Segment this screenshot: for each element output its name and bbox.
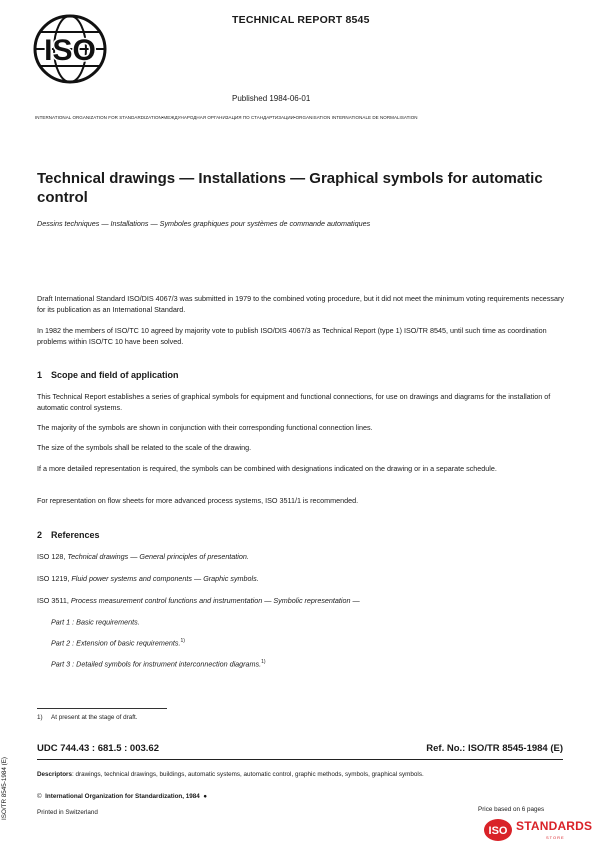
udc-code: UDC 744.43 : 681.5 : 003.62 <box>37 743 159 754</box>
organization-line: INTERNATIONAL ORGANIZATION FOR STANDARDIZATION•МЕЖДУНАРОДНАЯ ОРГАНИЗАЦИЯ ПО СТАНДАРТИЗАЦИИ•ORGANISATION INTERNATIONALE DE NORMALISATION <box>35 115 418 120</box>
descriptors-text: : drawings, technical drawings, buildings, automatic systems, automatic control, graphic methods, symbols, graphical symbols. <box>72 771 424 778</box>
footer-divider <box>37 759 563 760</box>
side-document-code: ISO/TR 8545-1984 (E) <box>1 757 8 820</box>
iso-logo <box>33 14 107 84</box>
part-footnote-ref: 1) <box>180 638 185 644</box>
reference-part <box>51 617 140 626</box>
reference-code: ISO 1219, <box>37 574 70 583</box>
page-title: Technical drawings — Installations — Graphical symbols for automatic control <box>37 170 543 206</box>
printed-in: Printed in Switzerland <box>37 809 98 816</box>
reference-code: ISO 128, <box>37 552 66 561</box>
price-note: Price based on 6 pages <box>478 806 545 813</box>
bullet-icon: ● <box>203 793 208 800</box>
iso-store-icon-text: ISO <box>488 825 508 837</box>
reference-item <box>37 596 360 605</box>
part-footnote-ref: 1) <box>261 659 266 665</box>
copyright-text: International Organization for Standardization, 1984 <box>45 793 200 800</box>
section-1-number: 1 <box>37 370 43 380</box>
iso-logo-text: ISO <box>44 34 96 67</box>
copyright-symbol: © <box>37 793 42 800</box>
reference-part <box>51 659 266 668</box>
intro-paragraph-1: Draft International Standard ISO/DIS 4067/3 was submitted in 1979 to the combined voting procedure, but it did not meet the minimum voting requirements necessary for its publication as an International Standard. <box>37 294 564 314</box>
reference-title: Fluid power systems and components — Graphic symbols. <box>71 574 259 583</box>
report-title: TECHNICAL REPORT 8545 <box>232 14 370 26</box>
reference-title: Technical drawings — General principles of presentation. <box>67 552 249 561</box>
footnote <box>37 714 137 721</box>
section-2-title: References <box>51 530 100 540</box>
scope-paragraph-4: If a more detailed representation is required, the symbols can be combined with designations indicated on the drawing or in a separate schedule. <box>37 464 497 473</box>
scope-paragraph-2: The majority of the symbols are shown in conjunction with their corresponding functional connection lines. <box>37 423 373 432</box>
reference-item <box>37 552 249 561</box>
section-2-number: 2 <box>37 530 43 540</box>
scope-paragraph-5: For representation on flow sheets for more advanced process systems, ISO 3511/1 is recommended. <box>37 496 359 505</box>
brand-name: STANDARDS <box>516 819 593 833</box>
reference-number: Ref. No.: ISO/TR 8545-1984 (E) <box>426 743 563 754</box>
published-date: Published 1984-06-01 <box>232 94 311 103</box>
section-1-title: Scope and field of application <box>51 370 179 380</box>
scope-paragraph-1: This Technical Report establishes a series of graphical symbols for equipment and functional connections, for use on drawings and diagrams for the installation of automatic control systems. <box>37 392 551 412</box>
reference-part <box>51 638 185 647</box>
descriptors-label: Descriptors <box>37 771 72 778</box>
intro-paragraph-2: In 1982 the members of ISO/TC 10 agreed by majority vote to publish ISO/DIS 4067/3 as Technical Report (type 1) ISO/TR 8545, until such time as coordination problems within ISO/TC 10 have been solved. <box>37 326 547 346</box>
part-label: Part 2 : Extension of basic requirements. <box>51 638 181 648</box>
reference-item <box>37 574 259 583</box>
iso-standards-store-logo <box>483 817 593 843</box>
section-2-heading <box>37 530 100 540</box>
french-title: Dessins techniques — Installations — Symboles graphiques pour systèmes de commande automatiques <box>37 219 371 228</box>
part-label: Part 1 : Basic requirements. <box>51 617 140 627</box>
section-1-heading <box>37 370 179 380</box>
iso-store-icon <box>483 818 513 842</box>
brand-subtext: STORE <box>546 835 565 840</box>
footnote-text: At present at the stage of draft. <box>51 714 138 721</box>
footnote-divider <box>37 708 167 709</box>
copyright <box>37 793 207 800</box>
reference-title: Process measurement control functions and instrumentation — Symbolic representation — <box>70 596 360 605</box>
descriptors <box>37 771 567 778</box>
footnote-number: 1) <box>37 714 43 721</box>
part-label: Part 3 : Detailed symbols for instrument interconnection diagrams. <box>51 659 262 669</box>
scope-paragraph-3: The size of the symbols shall be related to the scale of the drawing. <box>37 443 252 452</box>
reference-code: ISO 3511, <box>37 596 69 605</box>
